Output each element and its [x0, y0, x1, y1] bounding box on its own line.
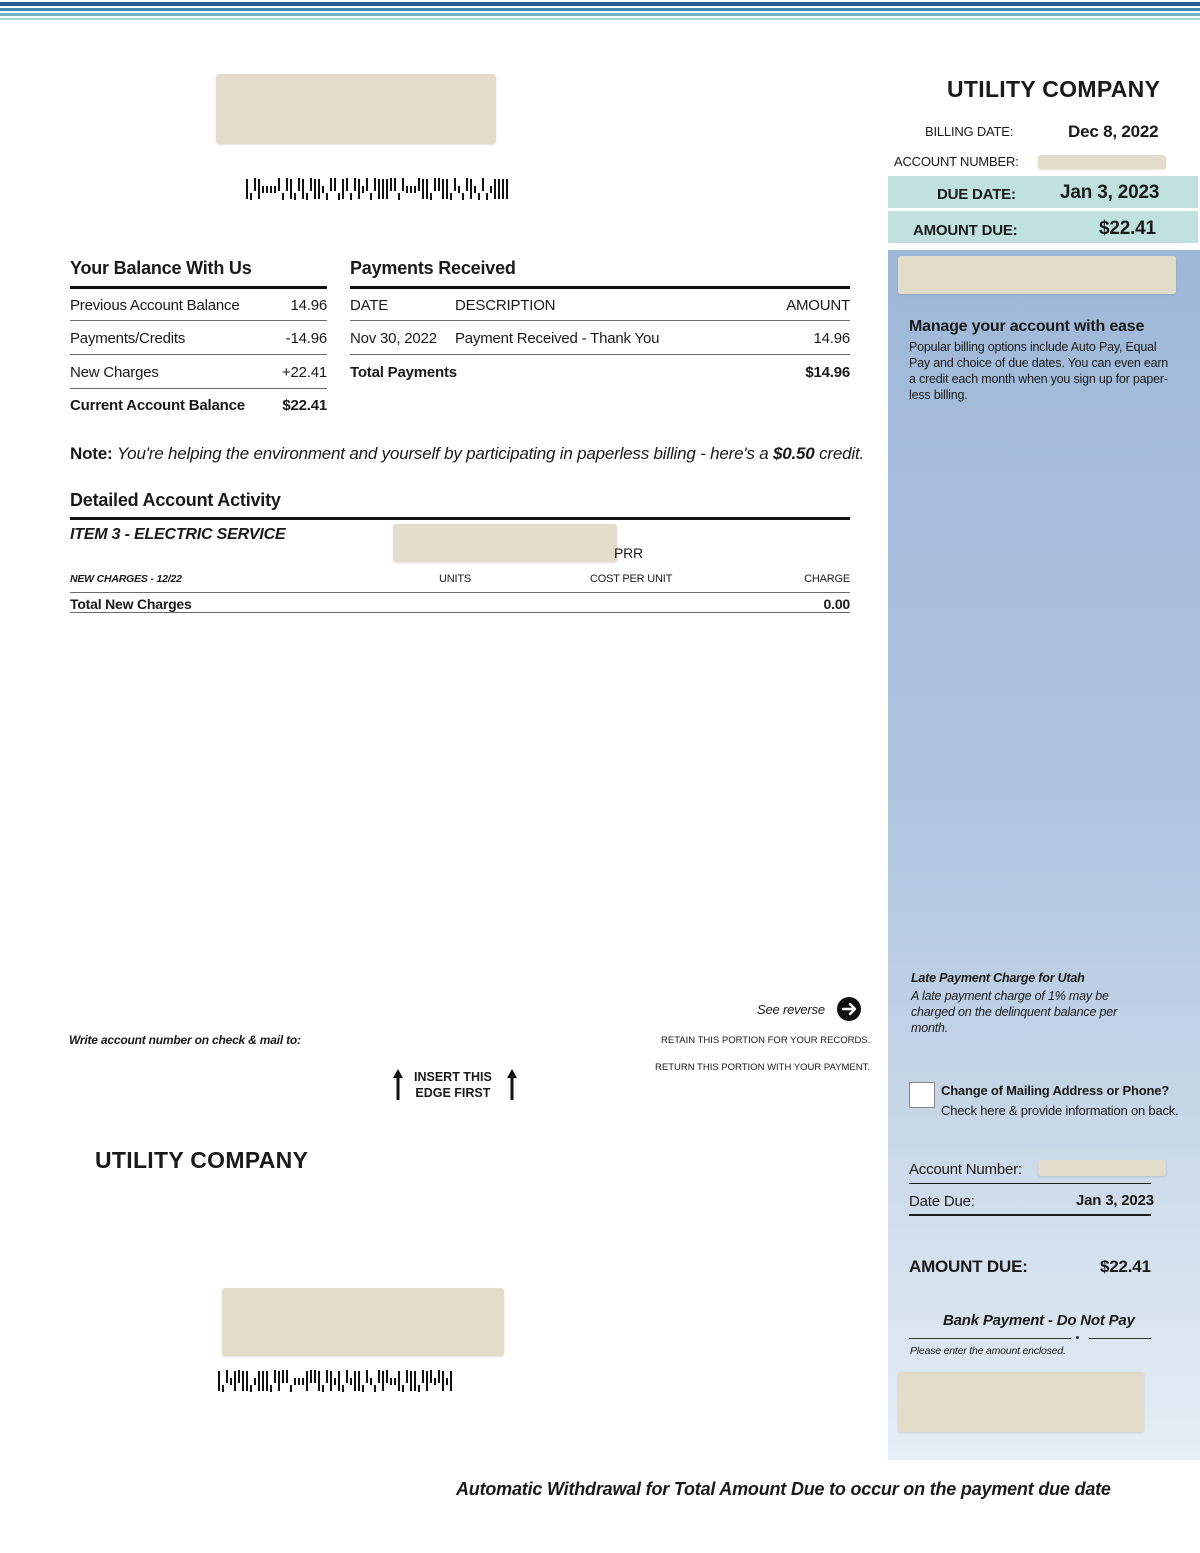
total-new-charges-value: 0.00	[823, 596, 850, 612]
payments-header-date: DATE	[350, 297, 389, 314]
barcode-bar	[394, 178, 396, 191]
current-balance-value: $22.41	[282, 397, 327, 414]
barcode-bar	[302, 179, 304, 199]
late-payment-title: Late Payment Charge for Utah	[911, 971, 1085, 985]
barcode-bar	[430, 1370, 432, 1383]
late-payment-text: A late payment charge of 1% may be charged on the delinquent balance per month.	[911, 989, 1117, 1035]
total-payments-value: $14.96	[805, 364, 850, 381]
barcode-bar	[234, 1371, 236, 1391]
barcode-bar	[374, 1385, 376, 1392]
barcode-bar	[282, 193, 284, 200]
balance-row-label: Previous Account Balance	[70, 297, 240, 314]
divider	[70, 388, 327, 389]
barcode-bar	[294, 193, 296, 200]
barcode-bar	[334, 1378, 336, 1385]
amount-enclosed-line	[1089, 1338, 1151, 1339]
due-date-label: DUE DATE:	[937, 186, 1016, 203]
write-account-instruction: Write account number on check & mail to:	[69, 1033, 301, 1047]
barcode-bar	[394, 1378, 396, 1385]
barcode-bar	[382, 179, 384, 199]
account-number-label: ACCOUNT NUMBER:	[894, 154, 1019, 169]
barcode-bar	[406, 1370, 408, 1383]
divider	[350, 354, 850, 355]
insert-edge-instruction: INSERT THIS EDGE FIRST	[414, 1070, 492, 1100]
barcode-bar	[286, 1370, 288, 1383]
divider	[350, 286, 850, 289]
barcode-bar	[462, 193, 464, 200]
barcode-bar	[242, 1371, 244, 1391]
barcode-bar	[346, 178, 348, 191]
barcode-bar	[470, 179, 472, 199]
balance-title: Your Balance With Us	[70, 258, 252, 278]
barcode-bar	[258, 179, 260, 199]
barcode-bar	[262, 1371, 264, 1391]
redaction-tape	[1038, 155, 1166, 169]
barcode-bar	[410, 186, 412, 193]
barcode-bar	[466, 178, 468, 191]
barcode-bar	[450, 1371, 452, 1391]
barcode-bar	[366, 1370, 368, 1383]
activity-code: PRR	[614, 545, 643, 561]
barcode-bar	[494, 179, 496, 199]
barcode-bar	[414, 1371, 416, 1391]
address-change-checkbox[interactable]	[909, 1082, 935, 1108]
arrow-right-icon	[837, 997, 861, 1021]
barcode-bar	[266, 186, 268, 193]
barcode-bar	[366, 178, 368, 191]
barcode-bar	[434, 178, 436, 191]
barcode-bar	[426, 179, 428, 199]
header-stripes	[0, 0, 1200, 24]
barcode-bar	[250, 1385, 252, 1392]
payments-header-amount: AMOUNT	[786, 297, 850, 314]
barcode-bar	[446, 1378, 448, 1385]
barcode-bar	[382, 1371, 384, 1391]
barcode-bar	[490, 186, 492, 193]
manage-title: Manage your account with ease	[909, 318, 1145, 335]
payment-description: Payment Received - Thank You	[455, 330, 660, 347]
barcode-bar	[226, 1370, 228, 1383]
barcode-bar	[326, 1370, 328, 1383]
return-portion: RETURN THIS PORTION WITH YOUR PAYMENT.	[655, 1062, 870, 1073]
barcode-bar	[334, 178, 336, 191]
retain-portion: RETAIN THIS PORTION FOR YOUR RECORDS.	[661, 1035, 871, 1046]
barcode-bar	[282, 1370, 284, 1383]
barcode-bar	[346, 1370, 348, 1383]
redaction-tape	[898, 256, 1176, 294]
barcode-bar	[414, 186, 416, 193]
barcode-bar	[278, 1371, 280, 1391]
barcode-bar	[458, 186, 460, 193]
barcode-bar	[506, 179, 508, 199]
stub-account-number-label: Account Number:	[909, 1161, 1022, 1178]
barcode-bar	[306, 193, 308, 200]
arrow-up-icon	[506, 1067, 518, 1106]
barcode-bar	[274, 1370, 276, 1383]
amount-due-label: AMOUNT DUE:	[913, 222, 1018, 239]
activity-header-units: UNITS	[439, 573, 472, 585]
barcode-bar	[478, 193, 480, 200]
barcode-bar	[298, 178, 300, 191]
barcode-bar	[310, 178, 312, 191]
barcode-bar	[286, 178, 288, 191]
barcode-bar	[350, 1378, 352, 1385]
divider	[909, 1214, 1151, 1216]
billing-date: Dec 8, 2022	[1068, 122, 1159, 141]
divider	[350, 320, 850, 321]
barcode-bar	[430, 193, 432, 200]
postal-barcode	[218, 1370, 452, 1392]
barcode-bar	[398, 1371, 400, 1391]
balance-row-value: +22.41	[281, 364, 327, 381]
barcode-bar	[358, 1371, 360, 1391]
payments-title: Payments Received	[350, 258, 516, 278]
barcode-bar	[438, 178, 440, 191]
redaction-tape	[898, 1372, 1144, 1432]
barcode-bar	[454, 178, 456, 191]
barcode-bar	[434, 1378, 436, 1385]
barcode-bar	[342, 179, 344, 199]
stub-amount-due: $22.41	[1100, 1257, 1151, 1276]
barcode-bar	[302, 1378, 304, 1385]
redaction-tape	[1038, 1160, 1166, 1176]
barcode-bar	[362, 186, 364, 193]
barcode-bar	[338, 193, 340, 200]
barcode-bar	[390, 1378, 392, 1385]
barcode-bar	[338, 1371, 340, 1391]
barcode-bar	[330, 1371, 332, 1391]
barcode-bar	[354, 1371, 356, 1391]
barcode-bar	[262, 186, 264, 193]
billing-date-label: BILLING DATE:	[925, 124, 1014, 139]
balance-row-label: New Charges	[70, 364, 159, 381]
note-text: You're helping the environment and yourself by participating in paperless billing - here's a	[116, 444, 769, 463]
company-name: UTILITY COMPANY	[947, 76, 1161, 102]
barcode-bar	[446, 179, 448, 199]
note-credit: $0.50	[773, 444, 815, 463]
barcode-bar	[426, 1371, 428, 1391]
barcode-bar	[322, 186, 324, 193]
barcode-bar	[306, 1371, 308, 1391]
barcode-bar	[278, 178, 280, 191]
payments-header-description: DESCRIPTION	[455, 297, 556, 314]
barcode-bar	[438, 1370, 440, 1383]
redaction-tape	[216, 74, 496, 144]
barcode-bar	[378, 179, 380, 199]
auto-withdrawal-notice: Automatic Withdrawal for Total Amount Due to occur on the payment due date	[456, 1479, 1111, 1499]
barcode-bar	[354, 178, 356, 191]
current-balance-label: Current Account Balance	[70, 397, 245, 414]
barcode-bar	[230, 1378, 232, 1385]
postal-barcode	[246, 178, 508, 200]
activity-header-new-charges: NEW CHARGES - 12/22	[70, 573, 182, 585]
balance-row-value: -14.96	[285, 330, 327, 347]
barcode-bar	[310, 1370, 312, 1383]
barcode-bar	[290, 179, 292, 199]
redaction-tape	[393, 524, 617, 562]
barcode-bar	[270, 186, 272, 193]
note-label: Note:	[70, 444, 113, 463]
barcode-bar	[326, 193, 328, 200]
barcode-bar	[418, 1385, 420, 1392]
payment-sidebar	[888, 250, 1200, 1460]
barcode-bar	[298, 1378, 300, 1385]
enter-amount-hint: Please enter the amount enclosed.	[910, 1345, 1066, 1357]
barcode-bar	[386, 179, 388, 199]
divider	[70, 517, 850, 520]
activity-header-cost: COST PER UNIT	[590, 573, 673, 585]
divider	[70, 286, 327, 289]
barcode-bar	[294, 1378, 296, 1385]
barcode-bar	[474, 186, 476, 193]
barcode-bar	[374, 178, 376, 191]
barcode-bar	[410, 1371, 412, 1391]
barcode-bar	[370, 1378, 372, 1385]
barcode-bar	[314, 179, 316, 199]
barcode-bar	[330, 178, 332, 191]
barcode-bar	[486, 193, 488, 200]
activity-item: ITEM 3 - ELECTRIC SERVICE	[70, 526, 286, 543]
amount-enclosed-line	[909, 1338, 1071, 1339]
balance-row-value: 14.96	[290, 297, 327, 314]
divider	[70, 612, 850, 613]
manage-text: Popular billing options include Auto Pay, Equal Pay and choice of due dates. You can even earn a credit each month when you sign up for paper- less billing.	[909, 340, 1169, 402]
balance-row-label: Payments/Credits	[70, 330, 186, 347]
barcode-bar	[378, 1370, 380, 1383]
barcode-bar	[258, 1371, 260, 1391]
change-address-text: Check here & provide information on back.	[941, 1103, 1179, 1118]
barcode-bar	[314, 1370, 316, 1383]
change-address-title: Change of Mailing Address or Phone?	[941, 1083, 1169, 1098]
barcode-bar	[250, 193, 252, 200]
barcode-bar	[422, 1370, 424, 1383]
barcode-bar	[238, 1370, 240, 1383]
barcode-bar	[442, 179, 444, 199]
barcode-bar	[402, 1385, 404, 1392]
barcode-bar	[246, 1371, 248, 1391]
barcode-bar	[254, 1378, 256, 1385]
total-new-charges-label: Total New Charges	[70, 596, 192, 612]
stub-date-due-label: Date Due:	[909, 1193, 975, 1210]
barcode-bar	[362, 1385, 364, 1392]
divider	[909, 1183, 1151, 1184]
barcode-bar	[274, 186, 276, 193]
barcode-bar	[370, 193, 372, 200]
barcode-bar	[422, 179, 424, 199]
payment-date: Nov 30, 2022	[350, 330, 437, 347]
note-after: credit.	[819, 444, 864, 463]
barcode-bar	[386, 1370, 388, 1383]
barcode-bar	[450, 193, 452, 200]
barcode-bar	[254, 178, 256, 191]
paperless-note	[70, 444, 864, 464]
divider	[70, 592, 850, 593]
activity-title: Detailed Account Activity	[70, 490, 281, 510]
barcode-bar	[290, 1385, 292, 1392]
total-payments-label: Total Payments	[350, 364, 457, 381]
barcode-bar	[402, 178, 404, 191]
barcode-bar	[350, 193, 352, 200]
barcode-bar	[498, 179, 500, 199]
stub-company-name: UTILITY COMPANY	[95, 1147, 309, 1173]
barcode-bar	[358, 179, 360, 199]
barcode-bar	[222, 1385, 224, 1392]
arrow-up-icon	[392, 1067, 404, 1106]
barcode-bar	[406, 186, 408, 193]
stub-amount-due-label: AMOUNT DUE:	[909, 1257, 1028, 1276]
due-date: Jan 3, 2023	[1060, 182, 1160, 203]
redaction-tape	[222, 1288, 504, 1356]
barcode-bar	[270, 1385, 272, 1392]
amount-due: $22.41	[1099, 218, 1156, 239]
barcode-bar	[318, 1371, 320, 1391]
see-reverse: See reverse	[757, 1002, 825, 1017]
barcode-bar	[322, 1385, 324, 1392]
barcode-bar	[218, 1371, 220, 1391]
barcode-bar	[482, 178, 484, 191]
barcode-bar	[418, 178, 420, 191]
payment-amount: 14.96	[813, 330, 850, 347]
barcode-bar	[502, 179, 504, 199]
barcode-bar	[266, 1371, 268, 1391]
bank-payment-notice: Bank Payment - Do Not Pay	[943, 1312, 1135, 1329]
activity-header-charge: CHARGE	[804, 573, 850, 585]
barcode-bar	[390, 178, 392, 191]
barcode-bar	[318, 179, 320, 199]
divider	[70, 320, 327, 321]
amount-dot	[1076, 1336, 1079, 1339]
barcode-bar	[398, 193, 400, 200]
barcode-bar	[246, 179, 248, 199]
barcode-bar	[442, 1371, 444, 1391]
stub-date-due: Jan 3, 2023	[1076, 1192, 1154, 1209]
barcode-bar	[342, 1385, 344, 1392]
divider	[70, 354, 327, 355]
